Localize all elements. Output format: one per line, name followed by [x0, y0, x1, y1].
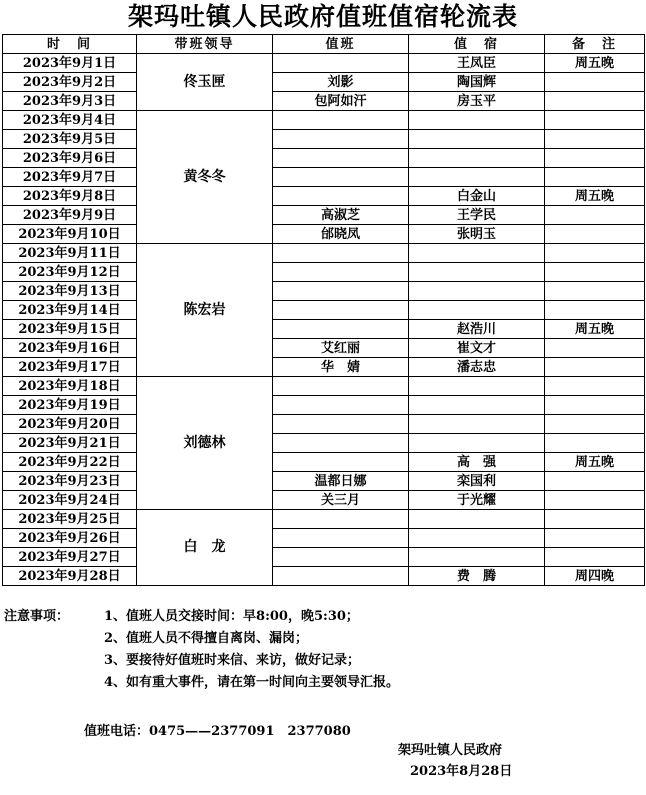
- table-row: [3, 453, 645, 472]
- remark-cell: [545, 529, 645, 548]
- date-cell: 2023年9月9日: [3, 206, 137, 225]
- night-duty-cell: 白金山: [409, 187, 545, 206]
- notes-label: 注意事项：: [4, 609, 70, 624]
- date-cell: 2023年9月24日: [3, 491, 137, 510]
- remark-cell: [545, 396, 645, 415]
- date-cell: 2023年9月5日: [3, 130, 137, 149]
- remark-cell: [545, 263, 645, 282]
- header-leader: 带班领导: [137, 35, 273, 54]
- duty-cell: [273, 434, 409, 453]
- date-cell: 2023年9月26日: [3, 529, 137, 548]
- table-row: [3, 491, 645, 510]
- duty-cell: [273, 529, 409, 548]
- night-duty-cell: 陶国辉: [409, 73, 545, 92]
- duty-cell: [273, 54, 409, 73]
- remark-cell: [545, 434, 645, 453]
- remark-cell: [545, 339, 645, 358]
- date-cell: 2023年9月18日: [3, 377, 137, 396]
- date-cell: 2023年9月12日: [3, 263, 137, 282]
- table-row: [3, 73, 645, 92]
- table-row: [3, 54, 645, 73]
- remark-cell: [545, 282, 645, 301]
- table-row: [3, 548, 645, 567]
- date-cell: 2023年9月3日: [3, 92, 137, 111]
- duty-cell: [273, 301, 409, 320]
- table-row: [3, 301, 645, 320]
- table-row: [3, 282, 645, 301]
- duty-cell: [273, 168, 409, 187]
- table-row: [3, 168, 645, 187]
- duty-cell: 邰晓凤: [273, 225, 409, 244]
- duty-cell: 华 婧: [273, 358, 409, 377]
- remark-cell: 周五晚: [545, 54, 645, 73]
- leader-cell: 陈宏岩: [137, 244, 273, 377]
- date-cell: 2023年9月13日: [3, 282, 137, 301]
- night-duty-cell: 王学民: [409, 206, 545, 225]
- date-cell: 2023年9月11日: [3, 244, 137, 263]
- table-row: [3, 130, 645, 149]
- night-duty-cell: 王凤臣: [409, 54, 545, 73]
- date-cell: 2023年9月4日: [3, 111, 137, 130]
- remark-cell: [545, 301, 645, 320]
- remark-cell: [545, 149, 645, 168]
- date-cell: 2023年9月22日: [3, 453, 137, 472]
- duty-cell: 包阿如汗: [273, 92, 409, 111]
- duty-cell: [273, 149, 409, 168]
- date-cell: 2023年9月28日: [3, 567, 137, 586]
- night-duty-cell: [409, 111, 545, 130]
- night-duty-cell: [409, 263, 545, 282]
- duty-cell: [273, 263, 409, 282]
- table-row: [3, 187, 645, 206]
- table-row: [3, 206, 645, 225]
- duty-cell: [273, 453, 409, 472]
- leader-cell: 佟玉匣: [137, 54, 273, 111]
- night-duty-cell: [409, 244, 545, 263]
- duty-cell: [273, 548, 409, 567]
- duty-cell: 高淑芝: [273, 206, 409, 225]
- remark-cell: [545, 415, 645, 434]
- night-duty-cell: [409, 282, 545, 301]
- remark-cell: [545, 225, 645, 244]
- date-cell: 2023年9月16日: [3, 339, 137, 358]
- night-duty-cell: [409, 377, 545, 396]
- date-cell: 2023年9月8日: [3, 187, 137, 206]
- night-duty-cell: [409, 130, 545, 149]
- night-duty-cell: 栾国利: [409, 472, 545, 491]
- night-duty-cell: [409, 529, 545, 548]
- night-duty-cell: 张明玉: [409, 225, 545, 244]
- table-row: [3, 434, 645, 453]
- duty-cell: [273, 510, 409, 529]
- table-row: [3, 149, 645, 168]
- duty-cell: [273, 396, 409, 415]
- roster-body: [3, 54, 645, 586]
- date-cell: 2023年9月7日: [3, 168, 137, 187]
- table-row: [3, 358, 645, 377]
- leader-cell: 刘德林: [137, 377, 273, 510]
- remark-cell: [545, 472, 645, 491]
- duty-cell: [273, 187, 409, 206]
- date-cell: 2023年9月27日: [3, 548, 137, 567]
- night-duty-cell: [409, 548, 545, 567]
- remark-cell: [545, 206, 645, 225]
- duty-cell: [273, 320, 409, 339]
- night-duty-cell: [409, 415, 545, 434]
- header-night: 值 宿: [409, 35, 545, 54]
- remark-cell: [545, 548, 645, 567]
- night-duty-cell: 赵浩川: [409, 320, 545, 339]
- note-item: 1、值班人员交接时间：早8:00，晚5:30；: [104, 609, 359, 624]
- note-item: 3、要接待好值班时来信、来访，做好记录；: [104, 653, 361, 668]
- table-row: [3, 396, 645, 415]
- night-duty-cell: 于光耀: [409, 491, 545, 510]
- table-row: [3, 225, 645, 244]
- remark-cell: 周五晚: [545, 187, 645, 206]
- date-cell: 2023年9月2日: [3, 73, 137, 92]
- duty-cell: [273, 244, 409, 263]
- night-duty-cell: 高 强: [409, 453, 545, 472]
- duty-cell: 刘影: [273, 73, 409, 92]
- remark-cell: [545, 130, 645, 149]
- remark-cell: 周五晚: [545, 453, 645, 472]
- duty-cell: 关三月: [273, 491, 409, 510]
- issuing-organization: 架玛吐镇人民政府: [398, 743, 503, 758]
- duty-phone: 值班电话：0475——2377091 2377080: [84, 724, 351, 739]
- remark-cell: [545, 377, 645, 396]
- table-row: [3, 529, 645, 548]
- remark-cell: [545, 358, 645, 377]
- table-row: [3, 111, 645, 130]
- remark-cell: 周五晚: [545, 320, 645, 339]
- table-row: [3, 92, 645, 111]
- remark-cell: [545, 111, 645, 130]
- night-duty-cell: 崔文才: [409, 339, 545, 358]
- remark-cell: [545, 510, 645, 529]
- date-cell: 2023年9月6日: [3, 149, 137, 168]
- night-duty-cell: [409, 434, 545, 453]
- night-duty-cell: 房玉平: [409, 92, 545, 111]
- table-row: [3, 339, 645, 358]
- date-cell: 2023年9月1日: [3, 54, 137, 73]
- night-duty-cell: [409, 168, 545, 187]
- table-row: [3, 263, 645, 282]
- header-date: 时 间: [3, 35, 137, 54]
- night-duty-cell: 费 腾: [409, 567, 545, 586]
- table-row: [3, 510, 645, 529]
- date-cell: 2023年9月19日: [3, 396, 137, 415]
- duty-cell: [273, 415, 409, 434]
- remark-cell: 周四晚: [545, 567, 645, 586]
- date-cell: 2023年9月15日: [3, 320, 137, 339]
- duty-cell: [273, 282, 409, 301]
- date-cell: 2023年9月21日: [3, 434, 137, 453]
- remark-cell: [545, 168, 645, 187]
- header-remark: 备 注: [545, 35, 645, 54]
- duty-cell: [273, 130, 409, 149]
- date-cell: 2023年9月14日: [3, 301, 137, 320]
- remark-cell: [545, 73, 645, 92]
- night-duty-cell: [409, 301, 545, 320]
- date-cell: 2023年9月25日: [3, 510, 137, 529]
- night-duty-cell: 潘志忠: [409, 358, 545, 377]
- table-row: [3, 472, 645, 491]
- duty-cell: 温都日娜: [273, 472, 409, 491]
- table-row: [3, 244, 645, 263]
- duty-cell: [273, 567, 409, 586]
- remark-cell: [545, 244, 645, 263]
- night-duty-cell: [409, 149, 545, 168]
- note-item: 2、值班人员不得擅自离岗、漏岗；: [104, 631, 309, 646]
- night-duty-cell: [409, 510, 545, 529]
- table-header-row: [3, 35, 645, 54]
- date-cell: 2023年9月23日: [3, 472, 137, 491]
- issue-date: 2023年8月28日: [410, 764, 513, 779]
- date-cell: 2023年9月10日: [3, 225, 137, 244]
- duty-roster-table: [2, 34, 645, 586]
- night-duty-cell: [409, 396, 545, 415]
- note-item: 4、如有重大事件，请在第一时间向主要领导汇报。: [104, 675, 400, 690]
- duty-cell: [273, 111, 409, 130]
- duty-cell: 艾红丽: [273, 339, 409, 358]
- page-title: 架玛吐镇人民政府值班值宿轮流表: [127, 2, 518, 31]
- leader-cell: 黄冬冬: [137, 111, 273, 244]
- duty-cell: [273, 377, 409, 396]
- header-duty: 值班: [273, 35, 409, 54]
- table-row: [3, 415, 645, 434]
- table-row: [3, 377, 645, 396]
- date-cell: 2023年9月20日: [3, 415, 137, 434]
- table-row: [3, 320, 645, 339]
- remark-cell: [545, 491, 645, 510]
- table-row: [3, 567, 645, 586]
- leader-cell: 白 龙: [137, 510, 273, 586]
- remark-cell: [545, 92, 645, 111]
- date-cell: 2023年9月17日: [3, 358, 137, 377]
